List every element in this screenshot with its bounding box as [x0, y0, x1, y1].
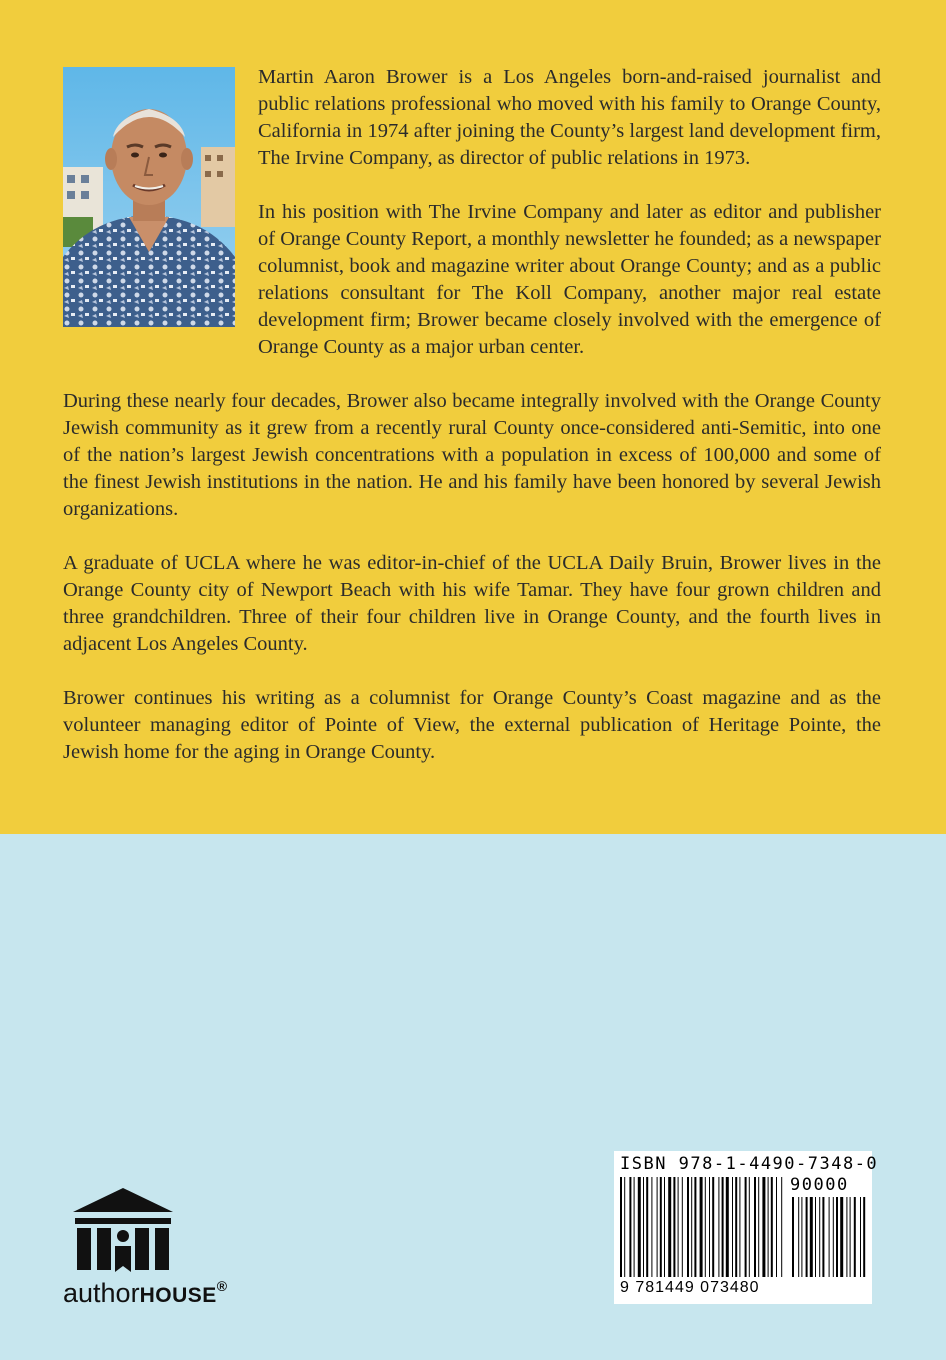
price-code: 90000 — [790, 1175, 849, 1195]
price-bar — [819, 1197, 820, 1277]
barcode-bar — [629, 1177, 631, 1277]
barcode-bar — [682, 1177, 683, 1277]
barcode-bar — [691, 1177, 692, 1277]
price-bar — [822, 1197, 824, 1277]
price-bar — [846, 1197, 847, 1277]
barcode-bar — [718, 1177, 719, 1277]
price-bar — [806, 1197, 808, 1277]
barcode-bar — [694, 1177, 696, 1277]
barcode-bar — [620, 1177, 622, 1277]
price-bar — [840, 1197, 843, 1277]
isbn-barcode — [614, 1151, 879, 1304]
price-bar — [863, 1197, 865, 1277]
barcode-bar — [687, 1177, 689, 1277]
barcode-bar — [781, 1177, 782, 1277]
bio-paragraph-5: Brower continues his writing as a columnist for Orange County’s Coast magazine and as the volunteer managing editor of Pointe of View, the external publication of Heritage Pointe, the Jewish home for the aging in Orange County. — [63, 687, 881, 763]
price-bar — [836, 1197, 838, 1277]
barcode-bar — [646, 1177, 648, 1277]
price-bar — [833, 1197, 834, 1277]
price-bar — [801, 1197, 802, 1277]
registered-mark: ® — [216, 1278, 228, 1294]
barcode-bar — [634, 1177, 635, 1277]
bio-paragraph-3: During these nearly four decades, Brower also became integrally involved with the Orange County Jewish community as it grew from a recently rural County once-considered anti-Semitic, into one of the nation’s largest Jewish concentrations with a population in excess of 100,000 and some of the finest Jewish institutions in the nation. He and his family have been honored by several Jewish organizations. — [63, 390, 881, 520]
barcode-bar — [745, 1177, 747, 1277]
barcode-bar — [700, 1177, 703, 1277]
barcode-bar — [771, 1177, 773, 1277]
barcode-bar — [739, 1177, 740, 1277]
price-bar — [815, 1197, 816, 1277]
barcode-bar — [638, 1177, 641, 1277]
ean-digits: 9 781449 073480 — [620, 1279, 760, 1296]
barcode-bar — [712, 1177, 714, 1277]
publisher-wordmark — [63, 1278, 283, 1309]
author-biography — [63, 64, 881, 766]
barcode-bar — [664, 1177, 665, 1277]
barcode-bar — [726, 1177, 729, 1277]
price-bar — [798, 1197, 799, 1277]
price-bar — [792, 1197, 794, 1277]
photo-spacer — [63, 64, 258, 336]
barcode-bar — [660, 1177, 662, 1277]
barcode-bar — [722, 1177, 724, 1277]
publisher-name-upper: HOUSE — [139, 1284, 217, 1307]
barcode-bar — [749, 1177, 750, 1277]
barcode-bar — [776, 1177, 777, 1277]
barcode-bar — [754, 1177, 756, 1277]
barcode-bar — [732, 1177, 733, 1277]
authorhouse-house-icon — [63, 1186, 183, 1274]
barcode-bar — [768, 1177, 769, 1277]
price-bar — [860, 1197, 861, 1277]
barcode-bar — [735, 1177, 737, 1277]
barcode-bar — [762, 1177, 765, 1277]
barcode-bar — [624, 1177, 625, 1277]
price-bar — [810, 1197, 813, 1277]
price-bar — [829, 1197, 830, 1277]
barcode-bar — [657, 1177, 658, 1277]
bio-paragraph-1: Martin Aaron Brower is a Los Angeles born-and-raised journalist and public relations professional who moved with his family to Orange County, California in 1974 after joining the County’s largest land development firm, The Irvine Company, as director of public relations in 1973. — [258, 66, 881, 169]
barcode-bars — [620, 1177, 866, 1281]
barcode-bar — [705, 1177, 706, 1277]
barcode-bar — [643, 1177, 644, 1277]
barcode-bar — [678, 1177, 679, 1277]
isbn-number: ISBN 978-1-4490-7348-0 — [620, 1154, 879, 1174]
bio-paragraph-2: In his position with The Irvine Company and later as editor and publisher of Orange County Report, a monthly newsletter he founded; as a newspaper columnist, book and magazine writer about Orange County; and as a public relations consultant for The Koll Company, another major real estate development firm; Brower became closely involved with the emergence of Orange County as a major urban center. — [258, 201, 881, 358]
barcode-bar — [673, 1177, 675, 1277]
barcode-bar — [651, 1177, 652, 1277]
barcode-bar — [758, 1177, 759, 1277]
price-bar — [850, 1197, 851, 1277]
bio-paragraph-4: A graduate of UCLA where he was editor-in-chief of the UCLA Daily Bruin, Brower lives in the Orange County city of Newport Beach with his wife Tamar. They have four grown children and three grandchildren. Three of their four children live in Orange County, and the fourth lives in adjacent Los Angeles County. — [63, 552, 881, 655]
publisher-name-lower: author — [63, 1278, 140, 1308]
barcode-bar — [668, 1177, 671, 1277]
price-bar — [854, 1197, 856, 1277]
barcode-bar — [709, 1177, 710, 1277]
